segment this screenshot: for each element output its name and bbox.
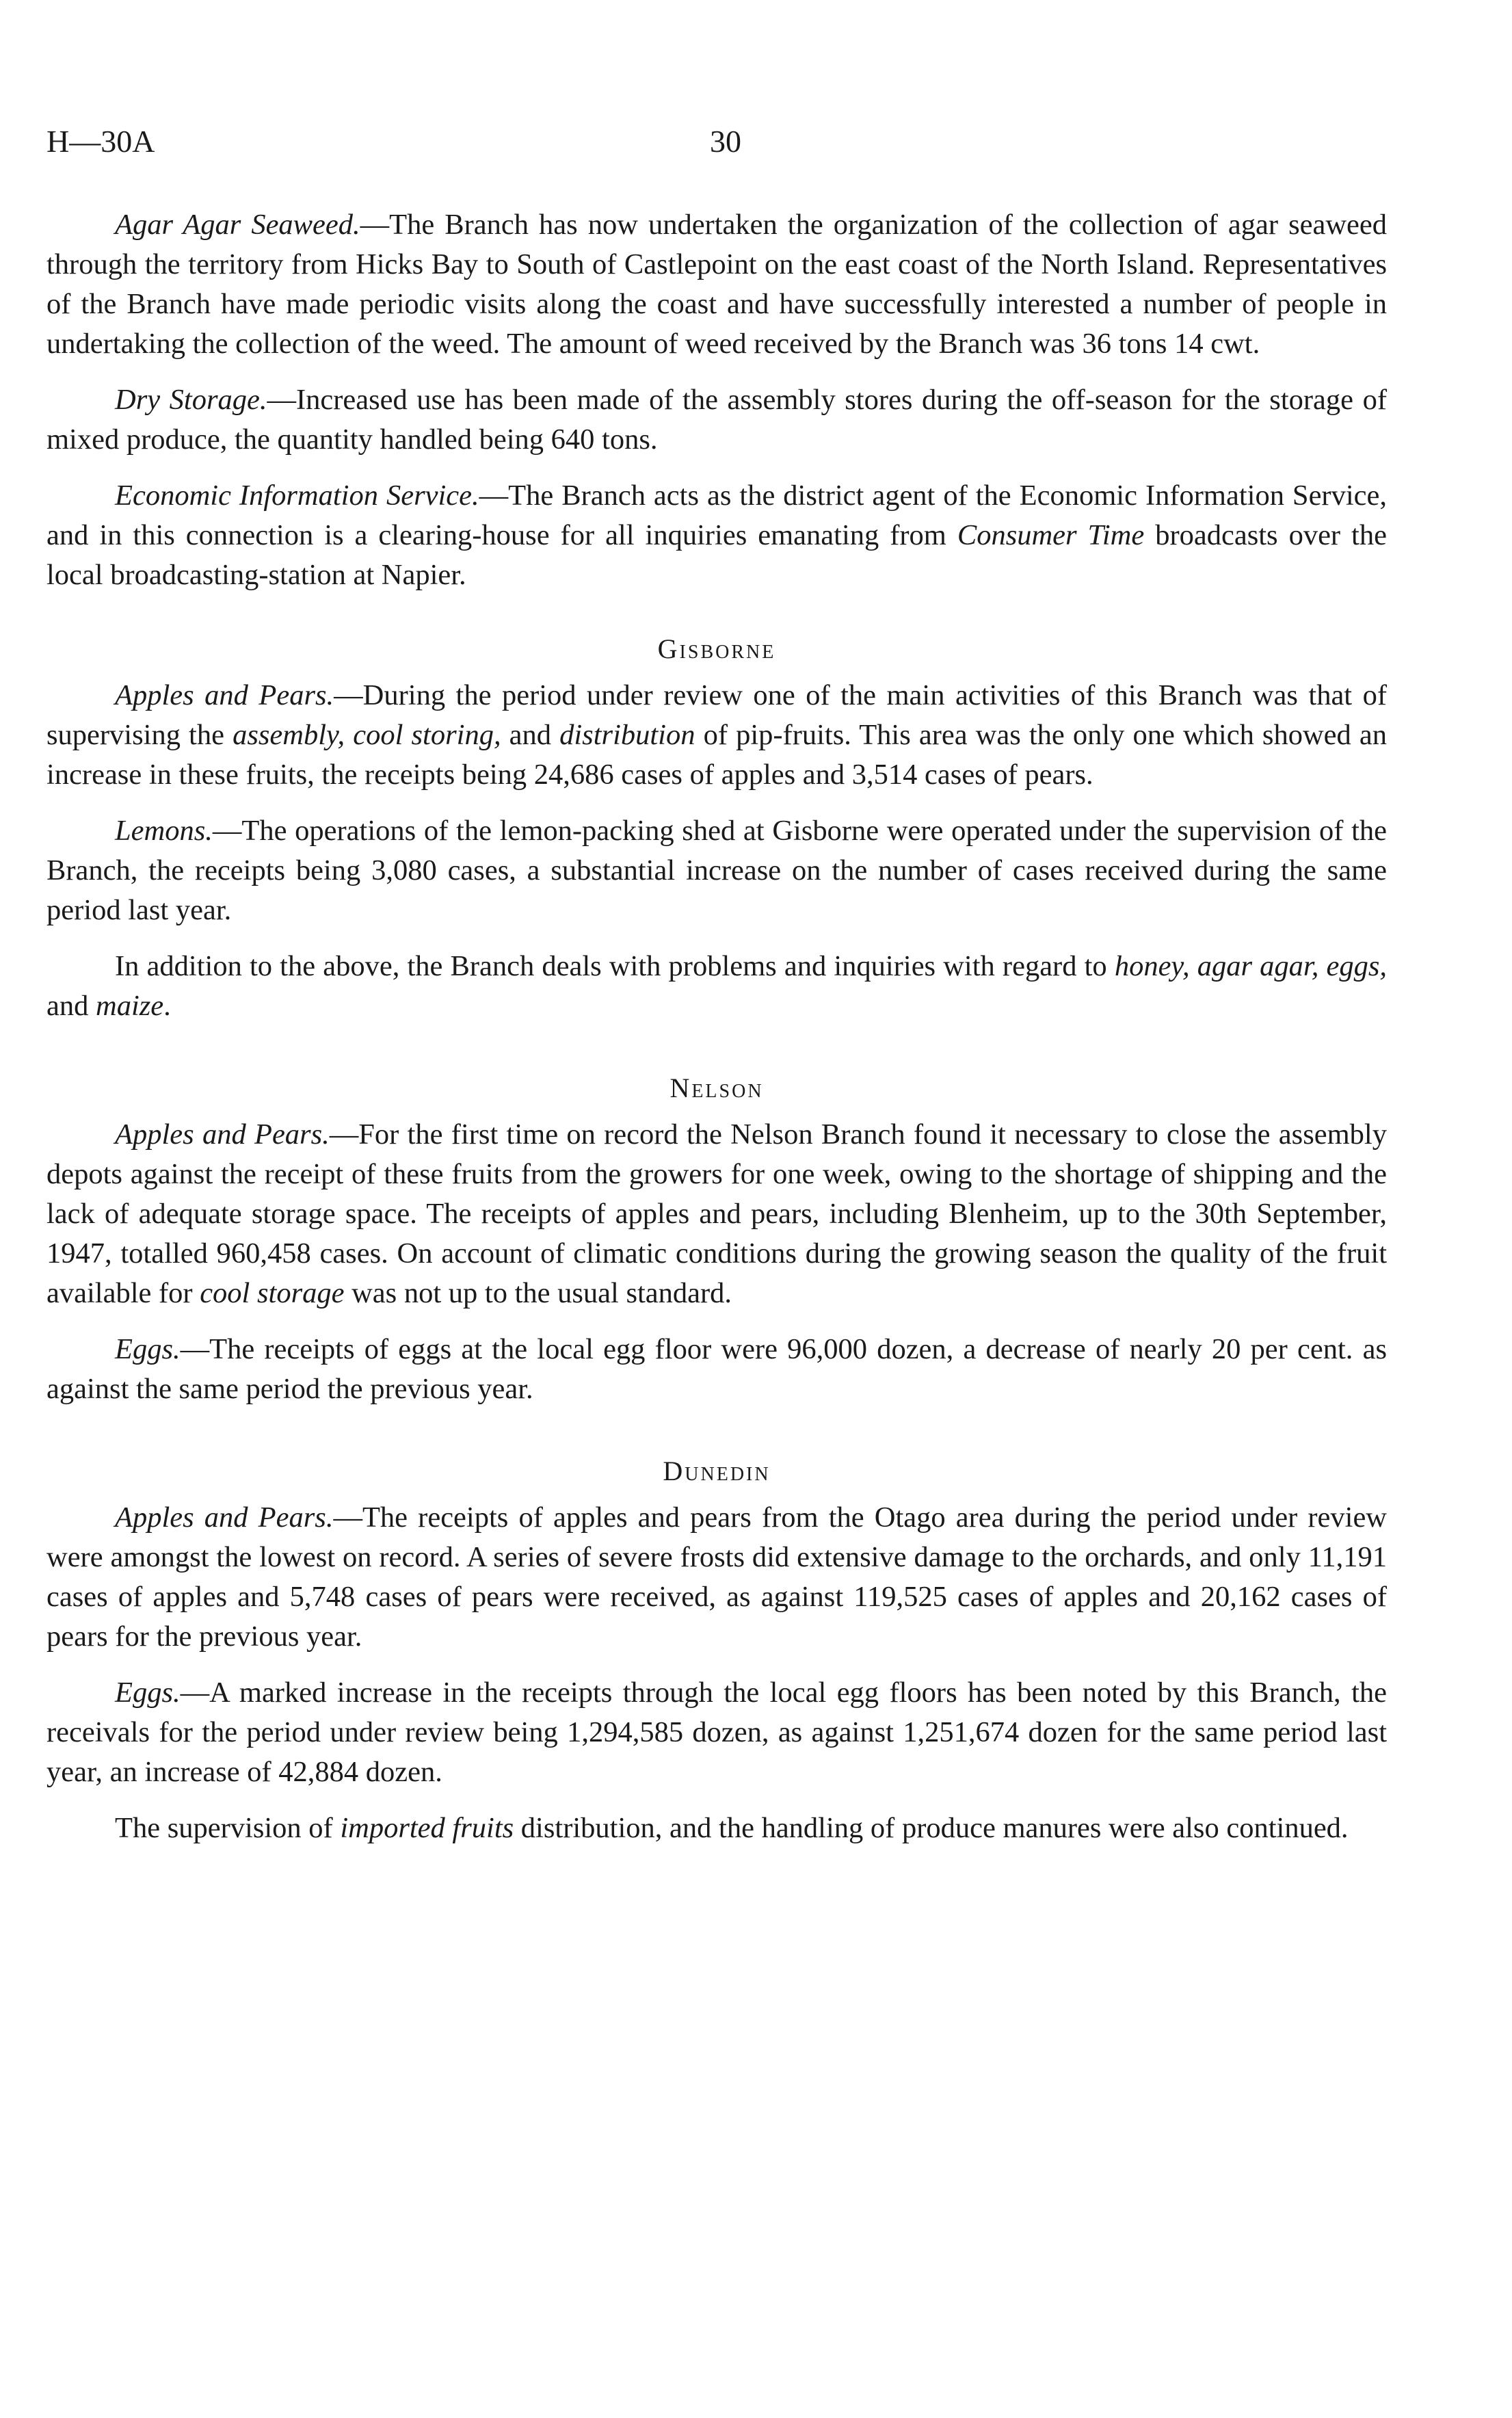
paragraph-italic: imported fruits	[340, 1812, 514, 1844]
paragraph-text: was not up to the usual standard.	[344, 1277, 732, 1309]
paragraph-head: Dry Storage.	[115, 384, 267, 416]
paragraph-head: Agar Agar Seaweed.	[115, 209, 360, 241]
paragraph-text: and	[47, 990, 96, 1022]
paragraph-text: —The receipts of eggs at the local egg floor were 96,000 dozen, a decrease of nearly 20 per cent. as against the same period the previous year.	[47, 1333, 1387, 1405]
paragraph-italic: maize	[96, 990, 164, 1022]
paragraph-text: In addition to the above, the Branch deals with problems and inquiries with regard to	[115, 950, 1115, 982]
section-heading-dunedin: Dunedin	[663, 1456, 771, 1486]
paragraph-text: .	[163, 990, 171, 1022]
paragraph-text: distribution, and the handling of produce manures were also continued.	[514, 1812, 1349, 1844]
paragraph-text: —The receipts of apples and pears from the Otago area during the period under review were amongst the lowest on record. A series of severe frosts did extensive damage to the orchards, and only 11,191 cases of apples and 5,748 cases of pears were received, as against 119,525 cases of apples and 20,162 cases of pears for the previous year.	[47, 1501, 1388, 1653]
paragraph-text: —Increased use has been made of the assembly stores during the off-season for the storage of mixed produce, the quantity handled being 640 tons.	[47, 384, 1387, 456]
paragraph-head: Lemons.	[115, 815, 213, 847]
paragraph-head: Eggs.	[115, 1677, 181, 1709]
paragraph-head: Apples and Pears.	[115, 679, 334, 711]
paragraph-gisborne-addition	[47, 947, 1387, 1026]
paragraph-text: of pip-fruits. This area was the only one which showed an increase in these fruits, the receipts being 24,686 cases of apples and 3,514 cases of pears.	[47, 719, 1387, 791]
page-body	[47, 205, 1387, 1865]
paragraph-agar-seaweed	[47, 205, 1387, 364]
paragraph-head: Apples and Pears.	[115, 1501, 334, 1534]
paragraph-text: —During the period under review one of the main activities of this Branch was that of supervising the	[47, 679, 1387, 751]
paragraph-head: Apples and Pears.	[115, 1118, 330, 1151]
paragraph-economic-information	[47, 476, 1387, 595]
paragraph-nelson-apples	[47, 1115, 1387, 1313]
section-heading-gisborne: Gisborne	[657, 633, 776, 664]
page-number: 30	[710, 124, 741, 159]
paragraph-italic: honey, agar agar, eggs,	[1114, 950, 1388, 982]
paragraph-italic: distribution	[559, 719, 695, 751]
paragraph-head: Economic Information Service.	[115, 479, 479, 512]
paragraph-text: broadcasts over the local broadcasting-station at Napier.	[47, 519, 1387, 591]
section-heading-nelson: Nelson	[669, 1073, 764, 1103]
paragraph-gisborne-apples	[47, 676, 1387, 795]
paragraph-nelson-eggs	[47, 1330, 1387, 1409]
page-header	[47, 123, 1387, 171]
paragraph-italic: assembly, cool storing,	[233, 719, 501, 751]
document-reference: H—30A	[47, 124, 155, 159]
paragraph-italic: Consumer Time	[957, 519, 1145, 551]
paragraph-head: Eggs.	[115, 1333, 181, 1365]
paragraph-text: —A marked increase in the receipts through the local egg floors has been noted by this Branch, the receivals for the period under review being 1,294,585 dozen, as against 1,251,674 dozen for the same period last year, an increase of 42,884 dozen.	[47, 1677, 1387, 1788]
paragraph-dunedin-eggs	[47, 1673, 1387, 1792]
paragraph-text: The supervision of	[115, 1812, 341, 1844]
paragraph-text: —The Branch acts as the district agent of the Economic Information Service, and in this connection is a clearing-house for all inquiries emanating from	[47, 479, 1387, 551]
paragraph-text: —The Branch has now undertaken the organization of the collection of agar seaweed through the territory from Hicks Bay to South of Castlepoint on the east coast of the North Island. Representatives of the Branch have made periodic visits along the coast and have successfully interested a number of people in undertaking the collection of the weed. The amount of weed received by the Branch was 36 tons 14 cwt.	[47, 209, 1388, 360]
paragraph-dunedin-apples	[47, 1498, 1387, 1657]
paragraph-dry-storage	[47, 380, 1387, 460]
paragraph-text: —The operations of the lemon-packing shed at Gisborne were operated under the supervision of the Branch, the receipts being 3,080 cases, a substantial increase on the number of cases received during the same period last year.	[47, 815, 1387, 926]
paragraph-italic: cool storage	[200, 1277, 345, 1309]
paragraph-text: and	[501, 719, 560, 751]
paragraph-dunedin-supervision	[47, 1809, 1387, 1848]
paragraph-text: —For the first time on record the Nelson Branch found it necessary to close the assembly depots against the receipt of these fruits from the growers for one week, owing to the shortage of shipping and the lack of adequate storage space. The receipts of apples and pears, including Blenheim, up to the 30th September, 1947, totalled 960,458 cases. On account of climatic conditions during the growing season the quality of the fruit available for	[47, 1118, 1387, 1309]
paragraph-gisborne-lemons	[47, 811, 1387, 930]
